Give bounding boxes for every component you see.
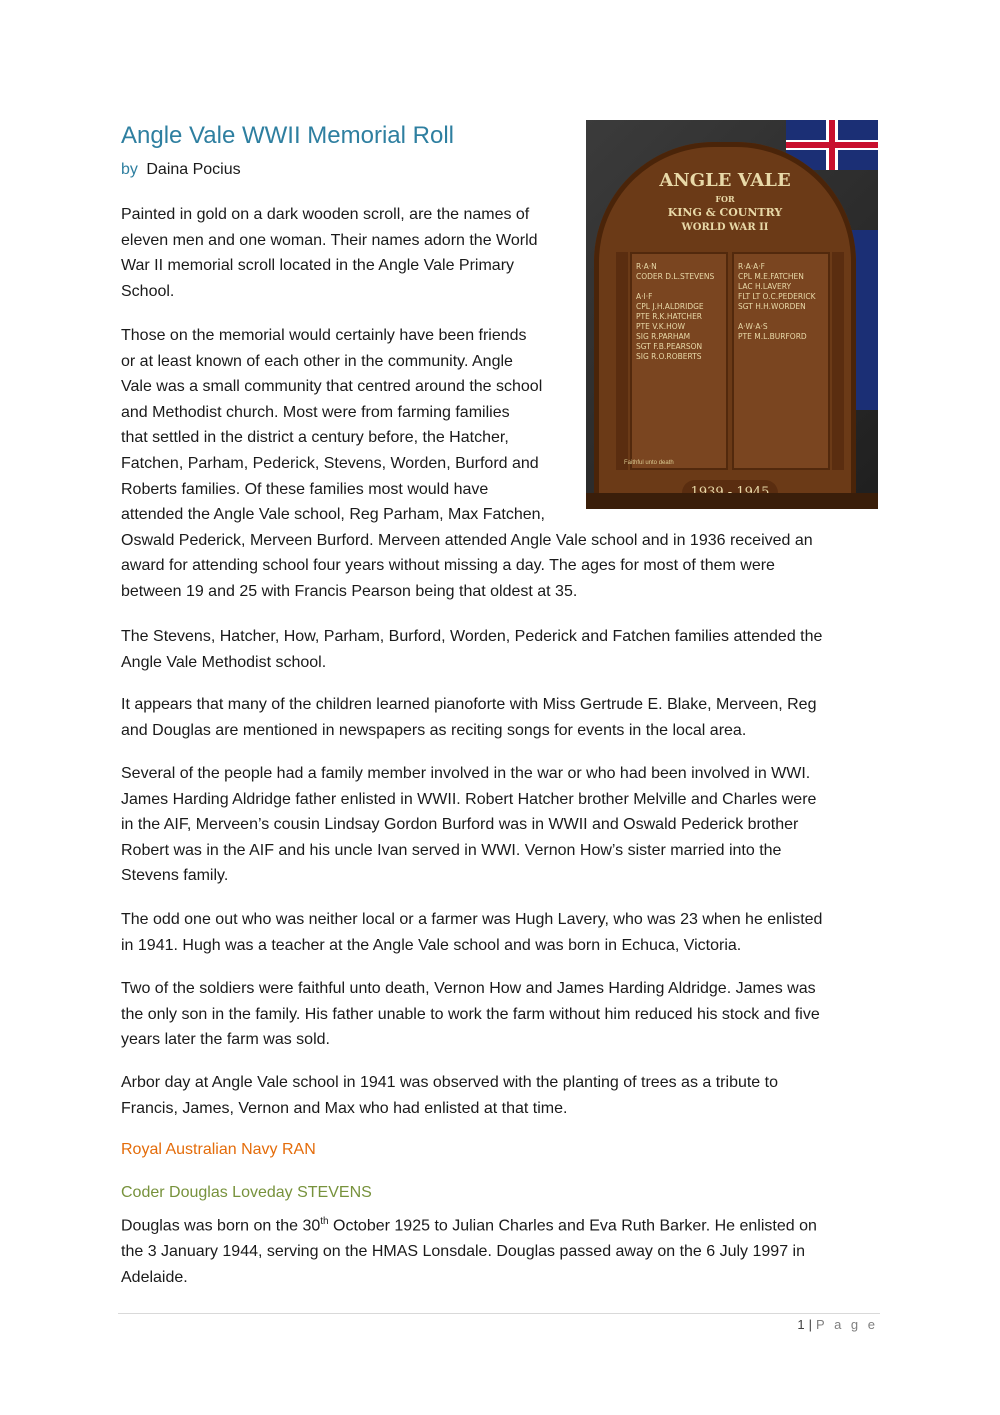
paragraph-7: Two of the soldiers were faithful unto death, Vernon How and James Harding Aldridge. James was the only son in the family. His father unable to work the farm without him reduced his stock and five years later the farm was sold. (121, 980, 820, 1049)
paragraph-8: Arbor day at Angle Vale school in 1941 was observed with the planting of trees as a tribute to Francis, James, Vernon and Max who had enlisted at that time. (121, 1074, 778, 1117)
section-heading-navy: Royal Australian Navy RAN (121, 1141, 316, 1158)
page-label: P a g e (816, 1317, 878, 1332)
page-title: Angle Vale WWII Memorial Roll (121, 122, 454, 149)
board-left-names: R·A·N CODER D.L.STEVENS A·I·F CPL J.H.ALDRIDGE PTE R.K.HATCHER PTE V.K.HOW SIG R.PARHAM SGT F.B.PEARSON SIG R.O.ROBERTS (636, 262, 715, 361)
footer-divider (118, 1313, 880, 1314)
page-footer (797, 1317, 878, 1332)
paragraph-2: Those on the memorial would certainly have been friends or at least known of each other in the community. Angle Vale was a small community that centred around the school and Methodist church. Most were from farming families that settled in the district a century before, the Hatcher, Fatchen, Parham, Pederick, Stevens, Worden, Burford and Roberts families. Of these families most would have attended the Angle Vale school, Reg Parham, Max Fatchen, Oswald Pederick, Merveen Burford. Merveen attended Angle Vale school and in 1936 received an award for attending school four years without missing a day. The ages for most of them were between 19 and 25 with Francis Pearson being that oldest at 35. (121, 327, 813, 600)
footer-separator: | (808, 1317, 813, 1332)
paragraph-4: It appears that many of the children learned pianoforte with Miss Gertrude E. Blake, Merveen, Reg and Douglas are mentioned in newspapers as reciting songs for events in the local area. (121, 696, 817, 739)
byline-by: by (121, 161, 138, 178)
paragraph-9: Douglas was born on the 30th October 1925 to Julian Charles and Eva Ruth Barker. He enlisted on the 3 January 1944, serving on the HMAS Lonsdale. Douglas passed away on the 6 July 1997 in Adelaide. (121, 1216, 817, 1286)
board-pillar-right (832, 252, 844, 470)
paragraph-5: Several of the people had a family member involved in the war or who had been involved in WWI. James Harding Aldridge father enlisted in WWII. Robert Hatcher brother Melville and Charles were in the AIF, Merveen’s cousin Lindsay Gordon Burford was in WWII and Oswald Pederick brother Robert was in the AIF and his uncle Ivan served in WWI. Vernon How’s sister married into the Stevens family. (121, 765, 817, 885)
paragraph-1: Painted in gold on a dark wooden scroll, are the names of eleven men and one woman. Their names adorn the World War II memorial scroll located in the Angle Vale Primary School. (121, 206, 538, 300)
byline-author: Daina Pocius (146, 161, 241, 178)
board-right-names: R·A·A·F CPL M.E.FATCHEN LAC H.LAVERY FLT LT O.C.PEDERICK SGT H.H.WORDEN A·W·A·S PTE M.L.BURFORD (738, 262, 816, 341)
board-arch-title: ANGLE VALE (659, 170, 791, 191)
byline (121, 161, 241, 179)
board-arch-line2: WORLD WAR II (681, 222, 769, 233)
section-subheading-stevens: Coder Douglas Loveday STEVENS (121, 1184, 372, 1201)
paragraph-6: The odd one out who was neither local or a farmer was Hugh Lavery, who was 23 when he enlisted in 1941. Hugh was a teacher at the Angle Vale school and was born in Echuca, Victoria. (121, 911, 823, 954)
paragraph-3: The Stevens, Hatcher, How, Parham, Burford, Worden, Pederick and Fatchen families attended the Angle Vale Methodist school. (121, 628, 823, 671)
board-arch-line1: KING & COUNTRY (667, 206, 783, 219)
page-number: 1 (797, 1317, 805, 1332)
board-arch-for: FOR (715, 194, 735, 204)
board-faithful: Faithful unto death (624, 460, 674, 466)
